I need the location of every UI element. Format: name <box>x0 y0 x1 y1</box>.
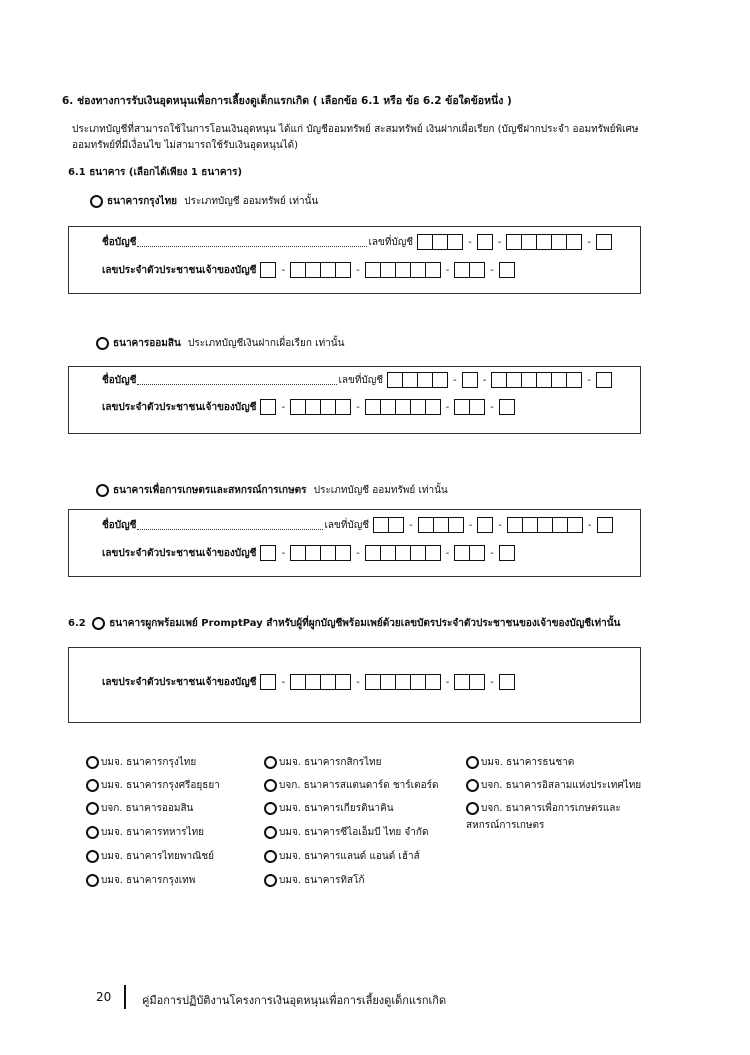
section-6-2-number: 6.2 <box>68 618 86 629</box>
citizen-id-group-1[interactable] <box>260 399 276 415</box>
digit-box[interactable] <box>305 262 321 278</box>
citizen-id-group-4[interactable] <box>454 262 485 278</box>
digit-box[interactable] <box>410 674 426 690</box>
section-6-2-heading <box>68 616 620 631</box>
account-name-field[interactable] <box>137 375 337 385</box>
digit-box[interactable] <box>551 234 567 250</box>
bank-name: ธนาคารออมสิน <box>113 338 181 349</box>
account-number-group-4[interactable] <box>596 372 612 388</box>
radio-button[interactable] <box>96 337 109 350</box>
bank-option-label: บมจ. ธนาคารกรุงไทย <box>101 757 197 768</box>
bank-option-label: บจก. ธนาคารออมสิน <box>101 803 194 814</box>
digit-box[interactable] <box>425 545 441 561</box>
digit-box[interactable] <box>365 674 381 690</box>
promptpay-bank-option[interactable] <box>86 755 196 770</box>
citizen-id-group-4[interactable] <box>454 399 485 415</box>
digit-box[interactable] <box>388 517 404 533</box>
digit-box[interactable] <box>335 674 351 690</box>
radio-button[interactable] <box>466 802 479 815</box>
account-number-group-2[interactable] <box>462 372 478 388</box>
promptpay-bank-option[interactable] <box>86 873 195 888</box>
bank-account-type: ประเภทบัญชีเงินฝากเผื่อเรียก เท่านั้น <box>187 338 345 349</box>
digit-box[interactable] <box>402 372 418 388</box>
promptpay-citizen-id-row <box>102 674 516 690</box>
bank-option-label: บมจ. ธนาคารกรุงศรีอยุธยา <box>101 780 220 791</box>
digit-box[interactable] <box>448 517 464 533</box>
account-number-group-3[interactable] <box>506 234 582 250</box>
bank-option-label: บมจ. ธนาคารกรุงเทพ <box>101 875 196 886</box>
digit-box[interactable] <box>477 517 493 533</box>
account-number-group-1[interactable] <box>373 517 404 533</box>
radio-button[interactable] <box>86 779 99 792</box>
digit-box[interactable] <box>395 545 411 561</box>
digit-box[interactable] <box>380 545 396 561</box>
bank-option-3[interactable] <box>96 483 448 498</box>
footer-title: คู่มือการปฏิบัติงานโครงการเงินอุดหนุนเพื่อการเลี้ยงดูเด็กแรกเกิด <box>142 994 447 1007</box>
separator-dash: - <box>587 236 591 248</box>
bank-1-account-row <box>102 234 613 250</box>
digit-box[interactable] <box>380 674 396 690</box>
radio-button[interactable] <box>264 756 277 769</box>
digit-box[interactable] <box>290 545 306 561</box>
separator-dash: - <box>281 547 286 559</box>
digit-box[interactable] <box>499 262 515 278</box>
promptpay-bank-option[interactable] <box>86 825 204 840</box>
radio-button[interactable] <box>264 850 277 863</box>
radio-button[interactable] <box>90 195 103 208</box>
digit-box[interactable] <box>454 545 470 561</box>
digit-box[interactable] <box>522 517 538 533</box>
bank-option-label: บมจ. ธนาคารทิสโก้ <box>279 875 365 886</box>
account-name-label: ชื่อบัญชี <box>102 519 137 531</box>
account-number-group-3[interactable] <box>477 517 493 533</box>
digit-box[interactable] <box>596 372 612 388</box>
radio-button[interactable] <box>264 826 277 839</box>
radio-button[interactable] <box>264 779 277 792</box>
citizen-id-group-2[interactable] <box>290 674 351 690</box>
account-number-label: เลขที่บัญชี <box>368 236 414 248</box>
radio-button[interactable] <box>466 756 479 769</box>
separator-dash: - <box>490 264 494 276</box>
digit-box[interactable] <box>454 674 470 690</box>
bank-option-label: บมจ. ธนาคารแลนด์ แอนด์ เฮ้าส์ <box>279 851 420 862</box>
separator-dash: - <box>409 519 413 531</box>
separator-dash: - <box>356 676 360 688</box>
digit-box[interactable] <box>418 517 434 533</box>
account-name-label: ชื่อบัญชี <box>102 236 137 248</box>
account-number-group-4[interactable] <box>596 234 612 250</box>
separator-dash: - <box>356 547 360 559</box>
digit-box[interactable] <box>521 372 537 388</box>
footer-divider <box>124 985 126 1009</box>
separator-dash: - <box>490 676 494 688</box>
digit-box[interactable] <box>506 234 522 250</box>
citizen-id-group-1[interactable] <box>260 674 276 690</box>
account-number-group-1[interactable] <box>417 234 463 250</box>
digit-box[interactable] <box>597 517 613 533</box>
citizen-id-label: เลขประจำตัวประชาชนเจ้าของบัญชี <box>102 401 257 413</box>
digit-box[interactable] <box>499 399 515 415</box>
bank-option-label: บจก. ธนาคารสแตนดาร์ด ชาร์เตอร์ด <box>279 780 439 791</box>
account-number-group-1[interactable] <box>387 372 448 388</box>
digit-box[interactable] <box>365 399 381 415</box>
citizen-id-group-1[interactable] <box>260 262 276 278</box>
separator-dash: - <box>482 374 487 386</box>
account-name-field[interactable] <box>137 237 367 247</box>
citizen-id-group-5[interactable] <box>499 399 515 415</box>
digit-box[interactable] <box>410 262 426 278</box>
digit-box[interactable] <box>290 674 306 690</box>
digit-box[interactable] <box>417 234 433 250</box>
digit-box[interactable] <box>305 399 321 415</box>
digit-box[interactable] <box>432 234 448 250</box>
separator-dash: - <box>356 401 360 413</box>
digit-box[interactable] <box>537 517 553 533</box>
digit-box[interactable] <box>425 674 441 690</box>
citizen-id-group-4[interactable] <box>454 674 485 690</box>
digit-box[interactable] <box>305 545 321 561</box>
digit-box[interactable] <box>507 517 523 533</box>
section-6-1-heading: 6.1 ธนาคาร (เลือกได้เพียง 1 ธนาคาร) <box>68 167 243 178</box>
section-6-desc-line1: ประเภทบัญชีที่สามารถใช้ในการโอนเงินอุดหนุน ได้แก่ บัญชีออมทรัพย์ สะสมทรัพย์ เงินฝากเผื่อเรียก (บัญชีฝากประจำ ออมทรัพย์พิเศษ <box>72 124 639 135</box>
bank-option-label: บมจ. ธนาคารซีไอเอ็มบี ไทย จำกัด <box>279 827 429 838</box>
digit-box[interactable] <box>320 262 336 278</box>
digit-box[interactable] <box>567 517 583 533</box>
separator-dash: - <box>587 519 592 531</box>
bank-1-citizen-id-row <box>102 262 516 278</box>
promptpay-bank-option[interactable] <box>86 801 193 816</box>
digit-box[interactable] <box>552 517 568 533</box>
digit-box[interactable] <box>462 372 478 388</box>
bank-option-label: บมจ. ธนาคารเกียรตินาคิน <box>279 803 394 814</box>
digit-box[interactable] <box>596 234 612 250</box>
bank-option-2[interactable] <box>96 336 344 351</box>
bank-option-label: บมจ. ธนาคารกสิกรไทย <box>279 757 382 768</box>
citizen-id-group-2[interactable] <box>290 399 351 415</box>
radio-button[interactable] <box>86 850 99 863</box>
citizen-id-group-1[interactable] <box>260 545 276 561</box>
digit-box[interactable] <box>536 234 552 250</box>
radio-button[interactable] <box>96 484 109 497</box>
bank-option-label: บจก. ธนาคารเพื่อการเกษตรและ <box>481 803 621 814</box>
digit-box[interactable] <box>365 262 381 278</box>
radio-button[interactable] <box>264 802 277 815</box>
separator-dash: - <box>468 519 473 531</box>
radio-button[interactable] <box>86 756 99 769</box>
citizen-id-group-2[interactable] <box>290 262 351 278</box>
bank-option-label: บจก. ธนาคารอิสลามแห่งประเทศไทย <box>481 780 642 791</box>
radio-button[interactable] <box>264 874 277 887</box>
digit-box[interactable] <box>320 545 336 561</box>
digit-box[interactable] <box>447 234 463 250</box>
digit-box[interactable] <box>305 674 321 690</box>
digit-box[interactable] <box>499 545 515 561</box>
digit-box[interactable] <box>469 262 485 278</box>
separator-dash: - <box>445 264 450 276</box>
citizen-id-group-2[interactable] <box>290 545 351 561</box>
separator-dash: - <box>490 401 494 413</box>
bank-3-account-row <box>102 517 614 533</box>
digit-box[interactable] <box>380 399 396 415</box>
separator-dash: - <box>490 547 494 559</box>
digit-box[interactable] <box>499 674 515 690</box>
separator-dash: - <box>453 374 457 386</box>
digit-box[interactable] <box>335 399 351 415</box>
promptpay-bank-option[interactable] <box>466 778 641 793</box>
citizen-id-group-3[interactable] <box>365 674 441 690</box>
digit-box[interactable] <box>260 262 276 278</box>
digit-box[interactable] <box>410 545 426 561</box>
bank-2-account-row <box>102 372 613 388</box>
radio-button[interactable] <box>86 874 99 887</box>
bank-option-label: บมจ. ธนาคารธนชาต <box>481 757 575 768</box>
separator-dash: - <box>445 401 450 413</box>
bank-option-1[interactable] <box>90 194 318 209</box>
separator-dash: - <box>498 519 502 531</box>
citizen-id-group-4[interactable] <box>454 545 485 561</box>
digit-box[interactable] <box>551 372 567 388</box>
digit-box[interactable] <box>335 545 351 561</box>
account-number-group-2[interactable] <box>477 234 493 250</box>
digit-box[interactable] <box>380 262 396 278</box>
separator-dash: - <box>281 401 286 413</box>
promptpay-bank-option[interactable] <box>86 778 220 793</box>
citizen-id-group-5[interactable] <box>499 674 515 690</box>
digit-box[interactable] <box>566 372 582 388</box>
promptpay-bank-option[interactable] <box>264 755 381 770</box>
account-number-label: เลขที่บัญชี <box>324 519 370 531</box>
digit-box[interactable] <box>425 262 441 278</box>
separator-dash: - <box>497 236 502 248</box>
radio-button[interactable] <box>466 779 479 792</box>
digit-box[interactable] <box>320 674 336 690</box>
citizen-id-group-3[interactable] <box>365 545 441 561</box>
citizen-id-label: เลขประจำตัวประชาชนเจ้าของบัญชี <box>102 676 257 688</box>
account-number-group-5[interactable] <box>597 517 613 533</box>
separator-dash: - <box>281 264 286 276</box>
separator-dash: - <box>445 676 450 688</box>
citizen-id-group-3[interactable] <box>365 262 441 278</box>
digit-box[interactable] <box>469 674 485 690</box>
radio-button[interactable] <box>92 617 105 630</box>
citizen-id-group-3[interactable] <box>365 399 441 415</box>
digit-box[interactable] <box>260 545 276 561</box>
citizen-id-label: เลขประจำตัวประชาชนเจ้าของบัญชี <box>102 547 257 559</box>
account-name-field[interactable] <box>137 520 323 530</box>
digit-box[interactable] <box>365 545 381 561</box>
separator-dash: - <box>587 374 591 386</box>
account-number-label: เลขที่บัญชี <box>338 374 384 386</box>
digit-box[interactable] <box>521 234 537 250</box>
digit-box[interactable] <box>469 399 485 415</box>
digit-box[interactable] <box>506 372 522 388</box>
digit-box[interactable] <box>477 234 493 250</box>
radio-button[interactable] <box>86 802 99 815</box>
account-number-group-4[interactable] <box>507 517 583 533</box>
bank-name: ธนาคารเพื่อการเกษตรและสหกรณ์การเกษตร <box>113 485 307 496</box>
promptpay-bank-option[interactable] <box>264 825 428 840</box>
digit-box[interactable] <box>433 517 449 533</box>
digit-box[interactable] <box>335 262 351 278</box>
digit-box[interactable] <box>260 399 276 415</box>
digit-box[interactable] <box>395 399 411 415</box>
separator-dash: - <box>356 264 360 276</box>
bank-3-citizen-id-row <box>102 545 516 561</box>
account-number-group-2[interactable] <box>418 517 464 533</box>
promptpay-bank-option[interactable] <box>466 755 574 770</box>
digit-box[interactable] <box>290 262 306 278</box>
promptpay-bank-option-continuation: สหกรณ์การเกษตร <box>466 820 545 831</box>
promptpay-bank-option[interactable] <box>264 873 365 888</box>
citizen-id-group-5[interactable] <box>499 262 515 278</box>
citizen-id-group-5[interactable] <box>499 545 515 561</box>
digit-box[interactable] <box>410 399 426 415</box>
digit-box[interactable] <box>432 372 448 388</box>
section-6-heading: 6. ช่องทางการรับเงินอุดหนุนเพื่อการเลี้ยงดูเด็กแรกเกิด ( เลือกข้อ 6.1 หรือ ข้อ 6.2 ข้อใดข้อหนึ่ง ) <box>62 95 512 107</box>
digit-box[interactable] <box>320 399 336 415</box>
digit-box[interactable] <box>395 262 411 278</box>
digit-box[interactable] <box>387 372 403 388</box>
promptpay-bank-option[interactable] <box>264 849 420 864</box>
section-6-2-title: ธนาคารผูกพร้อมเพย์ PromptPay สำหรับผู้ที่ผูกบัญชีพร้อมเพย์ด้วยเลขบัตรประจำตัวประชาชนของเจ้าของบัญชีเท่านั้น <box>109 618 621 629</box>
separator-dash: - <box>445 547 450 559</box>
bank-option-label: บมจ. ธนาคารไทยพาณิชย์ <box>101 851 214 862</box>
digit-box[interactable] <box>425 399 441 415</box>
digit-box[interactable] <box>536 372 552 388</box>
promptpay-bank-option[interactable] <box>264 778 438 793</box>
account-name-label: ชื่อบัญชี <box>102 374 137 386</box>
account-number-group-3[interactable] <box>491 372 582 388</box>
separator-dash: - <box>281 676 286 688</box>
bank-option-label: บมจ. ธนาคารทหารไทย <box>101 827 205 838</box>
digit-box[interactable] <box>260 674 276 690</box>
radio-button[interactable] <box>86 826 99 839</box>
citizen-id-label: เลขประจำตัวประชาชนเจ้าของบัญชี <box>102 264 257 276</box>
page-number: 20 <box>96 990 112 1004</box>
bank-account-type: ประเภทบัญชี ออมทรัพย์ เท่านั้น <box>184 196 319 207</box>
bank-name: ธนาคารกรุงไทย <box>107 196 178 207</box>
promptpay-bank-option[interactable] <box>86 849 214 864</box>
digit-box[interactable] <box>373 517 389 533</box>
bank-account-type: ประเภทบัญชี ออมทรัพย์ เท่านั้น <box>313 485 448 496</box>
digit-box[interactable] <box>469 545 485 561</box>
digit-box[interactable] <box>491 372 507 388</box>
promptpay-bank-option[interactable] <box>466 801 621 816</box>
digit-box[interactable] <box>290 399 306 415</box>
digit-box[interactable] <box>454 399 470 415</box>
digit-box[interactable] <box>395 674 411 690</box>
section-6-desc-line2: ออมทรัพย์ที่มีเงื่อนไข ไม่สามารถใช้รับเงินอุดหนุนได้) <box>72 140 299 151</box>
separator-dash: - <box>468 236 472 248</box>
digit-box[interactable] <box>417 372 433 388</box>
digit-box[interactable] <box>566 234 582 250</box>
bank-2-citizen-id-row <box>102 399 516 415</box>
digit-box[interactable] <box>454 262 470 278</box>
promptpay-bank-option[interactable] <box>264 801 394 816</box>
